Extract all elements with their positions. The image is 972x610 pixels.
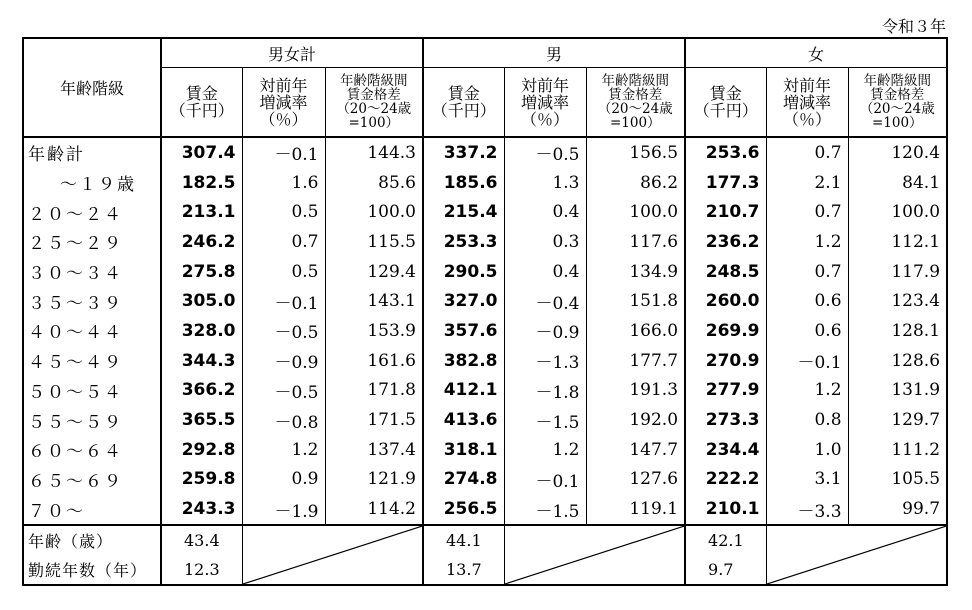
row-label: ５０～５４ [28,382,123,403]
table-row [23,227,947,257]
rate-cell: 0.5 [242,257,325,287]
wage-cell: 248.5 [685,257,766,287]
wage-cell: 182.5 [161,168,242,198]
diff-cell: 86.2 [586,168,685,198]
wage-cell: 277.9 [685,376,766,406]
wage-cell: 259.8 [161,465,242,495]
wage-cell: 412.1 [423,376,504,406]
rate-cell: 1.2 [766,227,848,257]
wage-cell: 256.5 [423,494,504,525]
footer-label: 勤続年数（年） [28,560,148,580]
rate-cell: 1.0 [766,435,848,465]
wage-cell: 328.0 [161,316,242,346]
wage-cell: 274.8 [423,465,504,495]
footer-value: 12.3 [161,555,242,585]
diff-cell: 192.0 [586,405,685,435]
wage-cell: 253.3 [423,227,504,257]
wage-cell: 260.0 [685,286,766,316]
diff-cell: 166.0 [586,316,685,346]
wage-header-female: 賃金 （千円） [685,68,766,138]
blank-diagonal-cell [242,525,423,585]
rate-cell: －0.1 [242,286,325,316]
diff-cell: 137.4 [325,435,423,465]
diff-cell: 161.6 [325,346,423,376]
diff-cell: 128.6 [848,346,947,376]
diff-cell: 153.9 [325,316,423,346]
footer-value: 9.7 [685,555,766,585]
diff-cell: 128.1 [848,316,947,346]
wage-cell: 366.2 [161,376,242,406]
footer-row [23,525,947,555]
blank-diagonal-cell [504,525,685,585]
diff-cell: 121.9 [325,465,423,495]
wage-cell: 305.0 [161,286,242,316]
row-label: ４５～４９ [28,353,123,374]
footer-value: 13.7 [423,555,504,585]
rate-cell: 0.8 [766,405,848,435]
table-row [23,168,947,198]
wage-cell: 318.1 [423,435,504,465]
category-header: 年齢階級 [59,79,124,98]
wage-cell: 215.4 [423,197,504,227]
diff-cell: 100.0 [586,197,685,227]
wage-cell: 210.1 [685,494,766,525]
wage-cell: 185.6 [423,168,504,198]
wage-cell: 275.8 [161,257,242,287]
diff-header-female: 年齢階級間 賃金格差 （20～24歳 =100） [848,68,947,138]
diff-cell: 114.2 [325,494,423,525]
wage-cell: 177.3 [685,168,766,198]
rate-cell: －0.8 [242,405,325,435]
row-label: ２５～２９ [28,234,123,255]
table-row [23,316,947,346]
diff-cell: 105.5 [848,465,947,495]
wage-cell: 327.0 [423,286,504,316]
wage-cell: 357.6 [423,316,504,346]
diff-cell: 129.7 [848,405,947,435]
diff-cell: 171.8 [325,376,423,406]
table-row [23,465,947,495]
diff-cell: 147.7 [586,435,685,465]
row-label: ６０～６４ [28,442,123,463]
group-header-total: 男女計 [161,38,423,68]
row-label: ２０～２４ [28,204,123,225]
rate-cell: －1.9 [242,494,325,525]
diff-cell: 127.6 [586,465,685,495]
row-label: ～１９歳 [60,175,136,196]
wage-cell: 213.1 [161,197,242,227]
rate-cell: －3.3 [766,494,848,525]
rate-cell: －0.4 [504,286,586,316]
wage-cell: 382.8 [423,346,504,376]
rate-cell: 0.6 [766,286,848,316]
wage-cell: 273.3 [685,405,766,435]
footer-value: 44.1 [423,525,504,555]
row-label: ３５～３９ [28,293,123,314]
rate-cell: －0.9 [242,346,325,376]
footer-value: 42.1 [685,525,766,555]
diff-cell: 119.1 [586,494,685,525]
rate-cell: 1.2 [242,435,325,465]
rate-cell: 0.5 [242,197,325,227]
diff-cell: 112.1 [848,227,947,257]
rate-cell: －0.9 [504,316,586,346]
diff-cell: 84.1 [848,168,947,198]
rate-cell: 1.2 [504,435,586,465]
table-row [23,435,947,465]
diff-cell: 99.7 [848,494,947,525]
wage-cell: 253.6 [685,137,766,168]
diff-cell: 111.2 [848,435,947,465]
rate-cell: －0.5 [242,316,325,346]
rate-cell: 0.7 [766,197,848,227]
wage-cell: 365.5 [161,405,242,435]
wage-cell: 290.5 [423,257,504,287]
rate-cell: 1.3 [504,168,586,198]
group-header-male: 男 [423,38,685,68]
diff-cell: 129.4 [325,257,423,287]
wage-table [22,37,948,586]
wage-cell: 269.9 [685,316,766,346]
diff-cell: 131.9 [848,376,947,406]
wage-cell: 307.4 [161,137,242,168]
rate-cell: －0.1 [504,465,586,495]
diff-cell: 85.6 [325,168,423,198]
table-row [23,286,947,316]
wage-cell: 243.3 [161,494,242,525]
table-row [23,137,947,168]
row-label: ７０～ [28,501,85,522]
rate-cell: 2.1 [766,168,848,198]
row-label: ６５～６９ [28,471,123,492]
diff-header-male: 年齢階級間 賃金格差 （20～24歳 =100） [586,68,685,138]
diff-cell: 117.9 [848,257,947,287]
diff-cell: 120.4 [848,137,947,168]
rate-cell: 0.4 [504,257,586,287]
diff-cell: 151.8 [586,286,685,316]
rate-header-male: 対前年 増減率 （％） [504,68,586,138]
wage-header-total: 賃金 （千円） [161,68,242,138]
rate-cell: 0.7 [242,227,325,257]
diff-cell: 171.5 [325,405,423,435]
rate-cell: 0.7 [766,137,848,168]
rate-cell: －1.3 [504,346,586,376]
rate-cell: －1.8 [504,376,586,406]
wage-cell: 292.8 [161,435,242,465]
row-label: ４０～４４ [28,323,123,344]
rate-cell: 0.6 [766,316,848,346]
row-label: ５５～５９ [28,412,123,433]
wage-cell: 210.7 [685,197,766,227]
table-footer [23,525,947,585]
table-header [23,38,947,137]
table-row [23,376,947,406]
rate-cell: 3.1 [766,465,848,495]
diff-cell: 115.5 [325,227,423,257]
rate-cell: 1.6 [242,168,325,198]
diff-header-total: 年齢階級間 賃金格差 （20～24歳 =100） [325,68,423,138]
wage-cell: 234.4 [685,435,766,465]
rate-cell: －1.5 [504,405,586,435]
rate-cell: －0.5 [242,376,325,406]
diff-cell: 177.7 [586,346,685,376]
rate-cell: －0.1 [766,346,848,376]
table-row [23,257,947,287]
row-label: ３０～３４ [28,264,123,285]
wage-cell: 413.6 [423,405,504,435]
wage-cell: 344.3 [161,346,242,376]
diff-cell: 144.3 [325,137,423,168]
diff-cell: 117.6 [586,227,685,257]
rate-cell: 0.9 [242,465,325,495]
table-row [23,494,947,525]
rate-header-total: 対前年 増減率 （％） [242,68,325,138]
diff-cell: 143.1 [325,286,423,316]
wage-cell: 222.2 [685,465,766,495]
diff-cell: 100.0 [325,197,423,227]
footer-value: 43.4 [161,525,242,555]
table-row [23,405,947,435]
rate-cell: －0.5 [504,137,586,168]
table-row [23,197,947,227]
wage-cell: 270.9 [685,346,766,376]
wage-cell: 236.2 [685,227,766,257]
diff-cell: 134.9 [586,257,685,287]
diff-cell: 100.0 [848,197,947,227]
rate-cell: 0.3 [504,227,586,257]
rate-cell: 0.7 [766,257,848,287]
year-label: 令和３年 [881,17,946,36]
table-row [23,346,947,376]
footer-label: 年齢（歳） [28,531,114,551]
rate-cell: －1.5 [504,494,586,525]
wage-cell: 337.2 [423,137,504,168]
wage-header-male: 賃金 （千円） [423,68,504,138]
table-body [23,137,947,525]
row-label: 年齢計 [28,145,85,166]
rate-cell: －0.1 [242,137,325,168]
diff-cell: 191.3 [586,376,685,406]
wage-cell: 246.2 [161,227,242,257]
diff-cell: 156.5 [586,137,685,168]
blank-diagonal-cell [766,525,947,585]
rate-header-female: 対前年 増減率 （％） [766,68,848,138]
group-header-female: 女 [685,38,947,68]
rate-cell: 0.4 [504,197,586,227]
diff-cell: 123.4 [848,286,947,316]
rate-cell: 1.2 [766,376,848,406]
